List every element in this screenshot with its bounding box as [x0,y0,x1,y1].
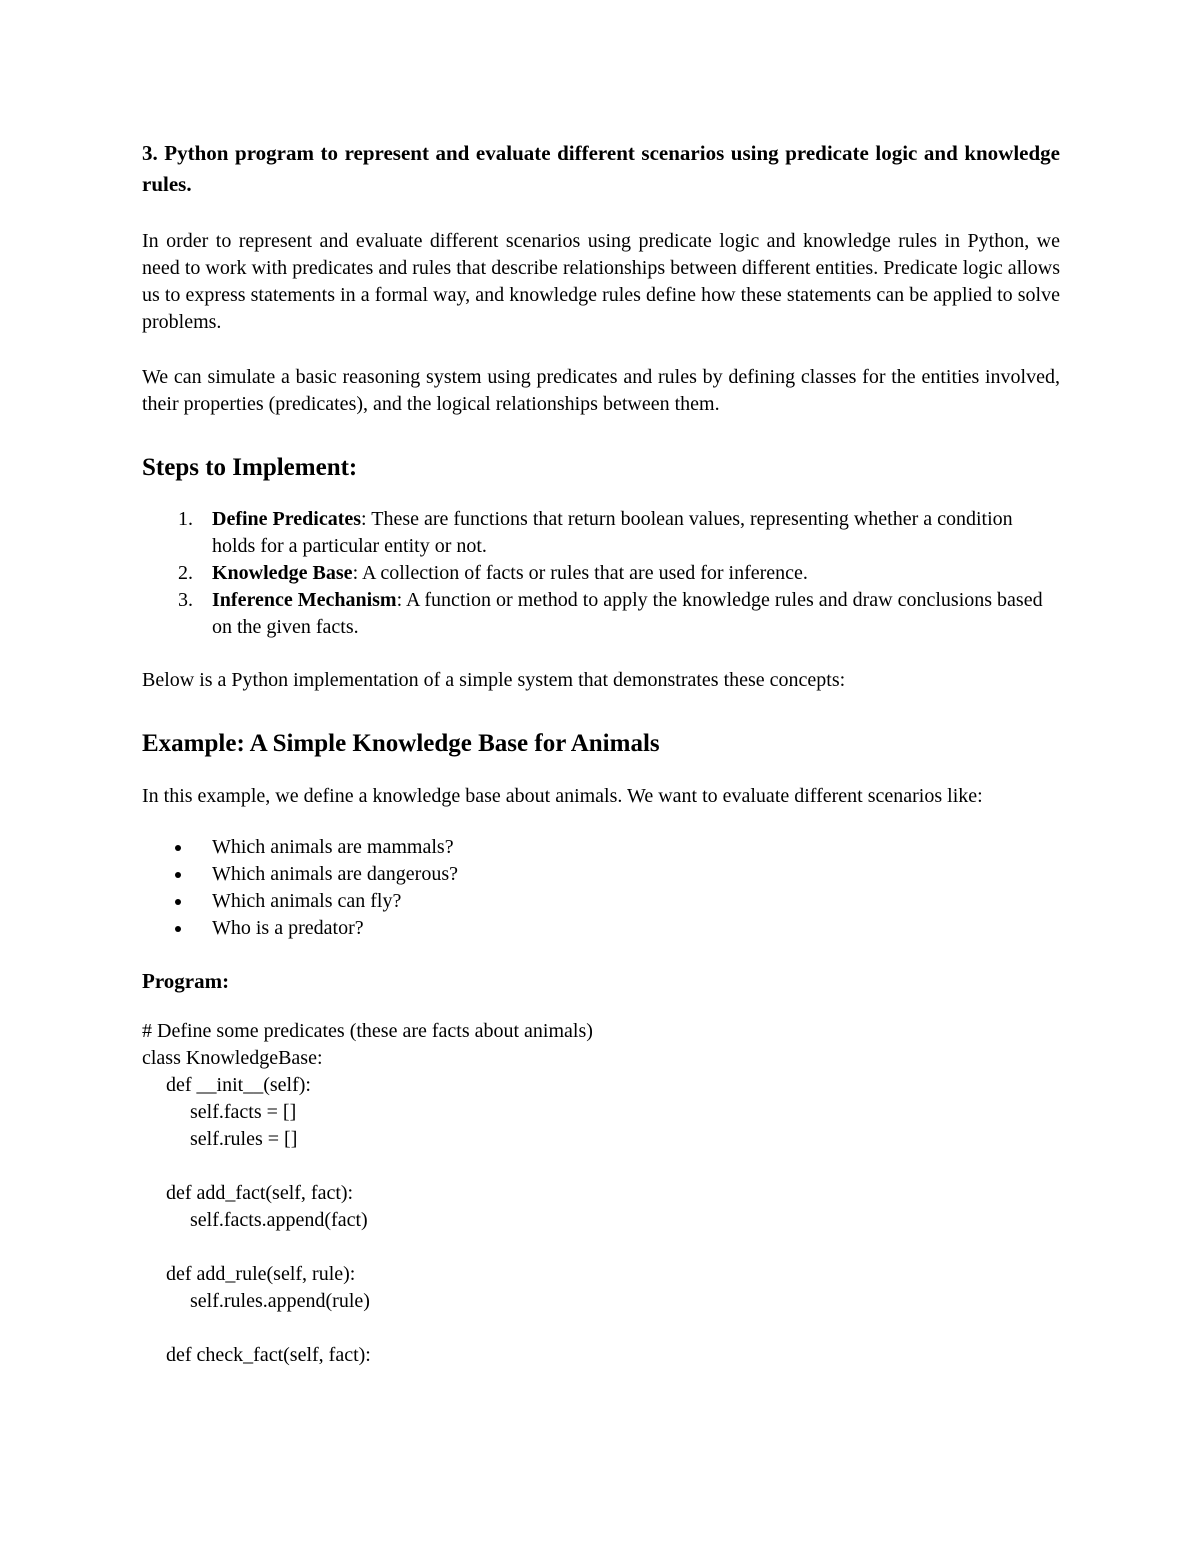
step-text: : These are functions that return boolean values, representing whether a condition holds for a particular entity or not. [212,508,1013,557]
code-line: self.facts.append(fact) [190,1209,368,1231]
code-line: self.facts = [] [190,1101,297,1123]
step-number: 3. [178,589,193,611]
question-text: Which animals are dangerous? [212,863,459,885]
simulate-paragraph: We can simulate a basic reasoning system using predicates and rules by defining classes for the entities involved, their properties (predicates), and the logical relationships between them. [142,366,1060,415]
bullet-icon [175,872,181,878]
list-item [142,861,1060,888]
code-line: self.rules = [] [190,1128,298,1150]
code-line: # Define some predicates (these are facts about animals) [142,1020,593,1042]
document-page [142,138,1060,1369]
code-line: class KnowledgeBase: [142,1047,323,1069]
intro-paragraph: In order to represent and evaluate different scenarios using predicate logic and knowledge rules in Python, we need to work with predicates and rules that describe relationships between different entities. Predicate logic allows us to express statements in a formal way, and knowledge rules define how these statements can be applied to solve problems. [142,230,1060,333]
document-title: 3. Python program to represent and evaluate different scenarios using predicate logic and knowledge rules. [142,141,1060,196]
example-heading: Example: A Simple Knowledge Base for Animals [142,730,660,757]
steps-heading: Steps to Implement: [142,454,358,481]
bullet-icon [175,899,181,905]
question-text: Who is a predator? [212,917,364,939]
step-item [142,506,1052,560]
step-text: : A function or method to apply the knowledge rules and draw conclusions based on the given facts. [212,589,1043,638]
question-text: Which animals can fly? [212,890,402,912]
steps-list [142,506,1060,641]
step-term: Inference Mechanism [212,589,397,611]
bullet-icon [175,926,181,932]
list-item [142,888,1060,915]
list-item [142,834,1060,861]
code-line: self.rules.append(rule) [190,1290,370,1312]
code-block [142,1018,1060,1369]
step-term: Knowledge Base [212,562,353,584]
step-number: 2. [178,562,193,584]
code-line: def add_rule(self, rule): [166,1263,356,1285]
code-blank-line [142,1153,1060,1180]
code-line: def check_fact(self, fact): [166,1344,371,1366]
example-intro: In this example, we define a knowledge base about animals. We want to evaluate different scenarios like: [142,785,983,807]
code-line: def add_fact(self, fact): [166,1182,354,1204]
step-term: Define Predicates [212,508,362,530]
step-item [142,587,1052,641]
step-number: 1. [178,508,193,530]
questions-list [142,834,1060,942]
program-label: Program: [142,969,230,993]
question-text: Which animals are mammals? [212,836,454,858]
code-blank-line [142,1234,1060,1261]
below-paragraph: Below is a Python implementation of a simple system that demonstrates these concepts: [142,669,846,691]
step-text: : A collection of facts or rules that are used for inference. [352,562,808,584]
code-line: def __init__(self): [166,1074,311,1096]
bullet-icon [175,845,181,851]
step-item [142,560,1052,587]
list-item [142,915,1060,942]
code-blank-line [142,1315,1060,1342]
